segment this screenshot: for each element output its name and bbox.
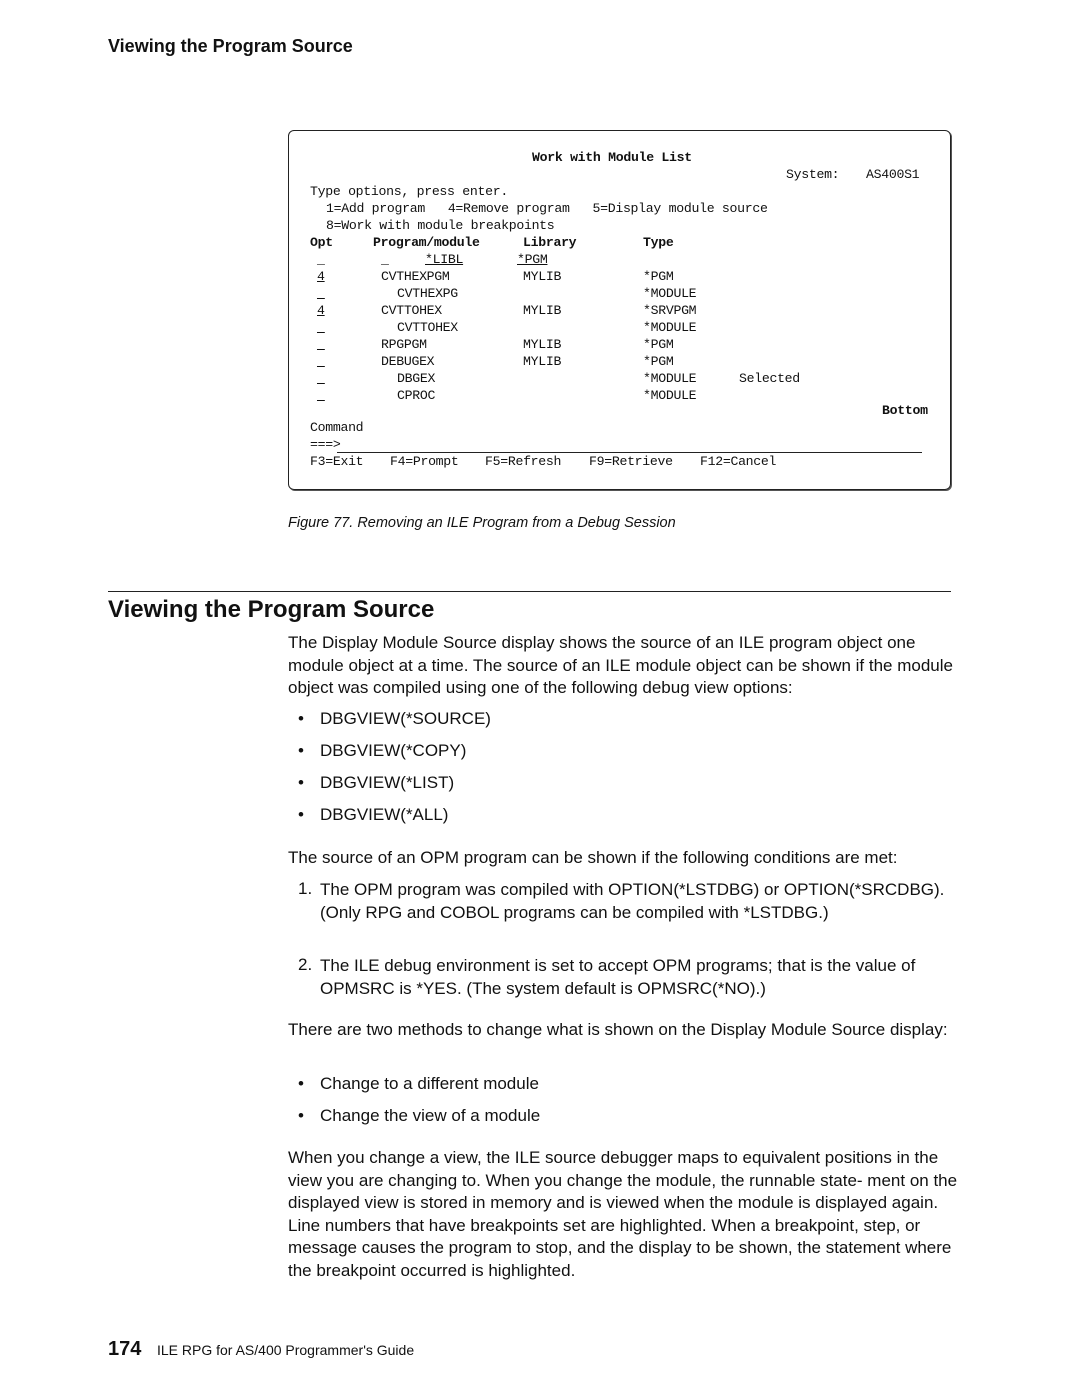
debug-view-item: DBGVIEW(*COPY) [320,741,467,760]
input-type-field[interactable]: *PGM [517,252,548,267]
fkey-refresh[interactable]: F5=Refresh [485,454,562,469]
paragraph-opm: The source of an OPM program can be shown if the following conditions are met: [288,848,898,867]
row-option-field[interactable]: 4 [317,303,325,318]
row-type: *MODULE [643,286,697,301]
header-type: Type [643,235,674,250]
row-library: MYLIB [523,354,562,369]
header-opt: Opt [310,235,333,250]
row-type: *MODULE [643,371,697,386]
row-library: MYLIB [523,303,562,318]
input-program-field[interactable]: _ [381,252,389,267]
row-option-field[interactable]: _ [317,320,325,335]
options-line-2: 8=Work with module breakpoints [326,218,555,233]
debug-view-item: DBGVIEW(*ALL) [320,805,449,824]
row-name: CVTHEXPG [397,286,458,301]
row-option-field[interactable]: _ [317,371,325,386]
header-program: Program/module [373,235,480,250]
input-opt-field[interactable]: _ [317,252,325,267]
instructions: Type options, press enter. [310,184,508,199]
page-number: 174 [108,1338,142,1360]
row-name: RPGPGM [381,337,427,352]
bullet-icon: • [298,709,304,728]
row-type: *MODULE [643,388,697,403]
row-option-field[interactable]: _ [317,388,325,403]
row-type: *PGM [643,337,674,352]
fkey-cancel[interactable]: F12=Cancel [700,454,777,469]
section-divider [108,591,951,592]
condition-number: 2. [298,955,313,974]
screen-title: Work with Module List [532,150,692,165]
method-item: Change the view of a module [320,1106,541,1125]
condition-text: The ILE debug environment is set to accept OPM programs; that is the value of OPMSRC is *YES. (The system default is OPMSRC(*NO).) [320,956,916,998]
bottom-indicator: Bottom [882,403,928,418]
system-value: AS400S1 [866,167,920,182]
row-option-field[interactable]: _ [317,337,325,352]
paragraph-change-view: When you change a view, the ILE source debugger maps to equivalent positions in the view you are changing to. When you change the module, the runnable state- ment on the displayed view is stored in memory and is viewed when the module is displayed again. Line numbers that have breakpoints set are highlighted. When a breakpoint, step, or message causes the program to stop, and the display to be shown, the statement where the breakpoint occurred is highlighted. [288,1148,958,1280]
row-option-field[interactable]: 4 [317,269,325,284]
row-name: CVTHEXPGM [381,269,450,284]
bullet-icon: • [298,773,304,792]
row-name: CVTTOHEX [381,303,442,318]
row-name: DEBUGEX [381,354,435,369]
paragraph-intro: The Display Module Source display shows the source of an ILE program object one module object at a time. The source of an ILE module object can be shown if the module object was compiled using one of the following debug view options: [288,633,953,697]
figure-caption: Figure 77. Removing an ILE Program from a Debug Session [288,515,676,531]
row-type: *PGM [643,354,674,369]
paragraph-methods: There are two methods to change what is shown on the Display Module Source display: [288,1020,948,1039]
method-item: Change to a different module [320,1074,539,1093]
row-name: CVTTOHEX [397,320,458,335]
input-library-field[interactable]: *LIBL [425,252,464,267]
row-type: *MODULE [643,320,697,335]
bullet-icon: • [298,1106,304,1125]
bullet-icon: • [298,741,304,760]
fkey-exit[interactable]: F3=Exit [310,454,364,469]
row-option-field[interactable]: _ [317,354,325,369]
row-type: *SRVPGM [643,303,697,318]
row-library: MYLIB [523,337,562,352]
bullet-icon: • [298,805,304,824]
bullet-icon: • [298,1074,304,1093]
row-library: MYLIB [523,269,562,284]
options-line-1: 1=Add program 4=Remove program 5=Display module source [326,201,768,216]
debug-view-item: DBGVIEW(*SOURCE) [320,709,491,728]
fkey-prompt[interactable]: F4=Prompt [390,454,459,469]
section-title: Viewing the Program Source [108,596,435,623]
row-name: CPROC [397,388,436,403]
row-status: Selected [739,371,800,386]
command-prompt: ===> [310,437,341,452]
header-library: Library [523,235,577,250]
debug-view-item: DBGVIEW(*LIST) [320,773,455,792]
row-type: *PGM [643,269,674,284]
running-head: Viewing the Program Source [108,36,353,56]
system-label: System: [786,167,840,182]
book-title: ILE RPG for AS/400 Programmer's Guide [157,1342,415,1358]
fkey-retrieve[interactable]: F9=Retrieve [589,454,673,469]
row-option-field[interactable]: _ [317,286,325,301]
row-name: DBGEX [397,371,436,386]
condition-text: The OPM program was compiled with OPTION(*LSTDBG) or OPTION(*SRCDBG). (Only RPG and COBOL programs can be compiled with *LSTDBG.) [320,880,945,922]
command-label: Command [310,420,364,435]
condition-number: 1. [298,879,313,898]
